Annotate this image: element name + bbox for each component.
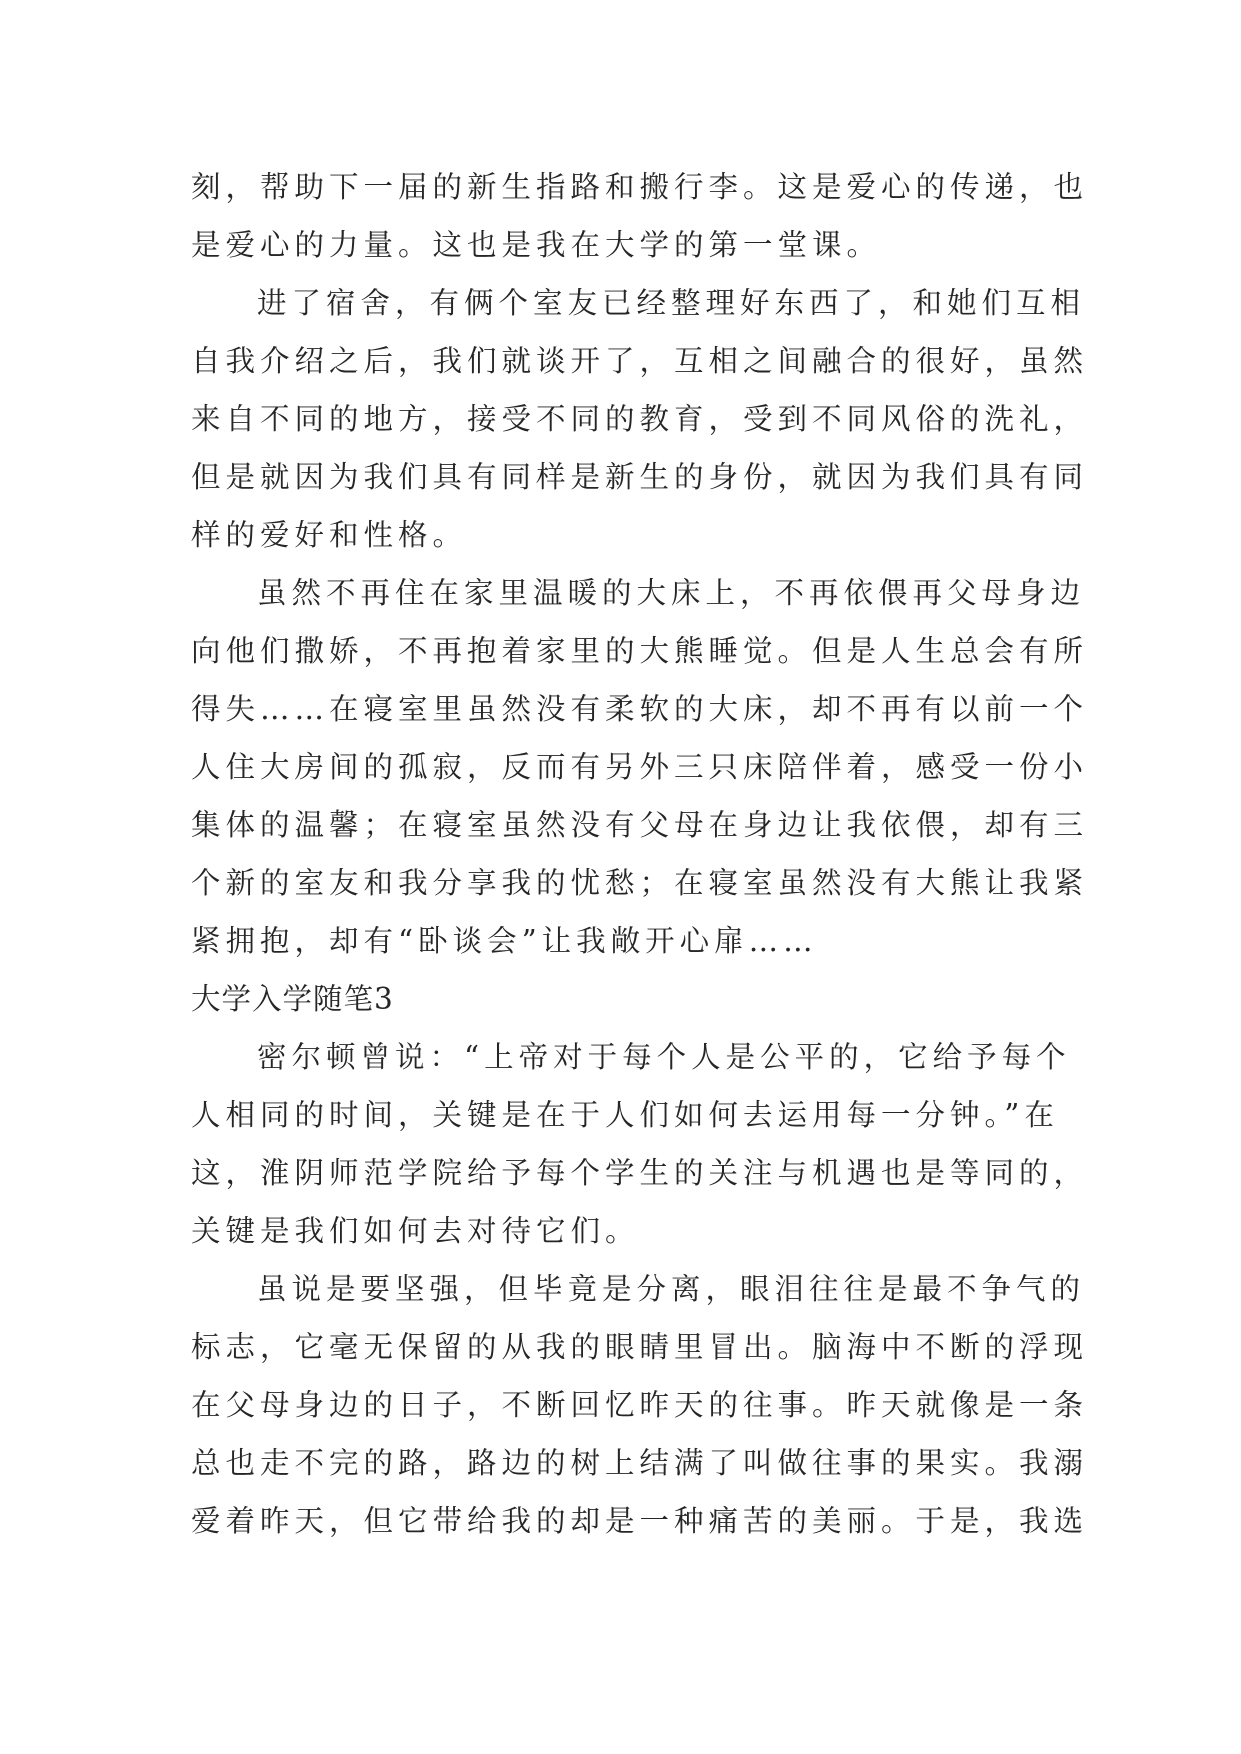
text-line: 人住大房间的孤寂，反而有另外三只床陪伴着，感受一份小	[191, 750, 1089, 784]
text-line: 样的爱好和性格。	[191, 518, 468, 552]
text-line: 总也走不完的路，路边的树上结满了叫做往事的果实。我溺	[191, 1446, 1089, 1480]
paragraph	[191, 274, 1089, 564]
paragraph	[191, 1028, 1089, 1260]
text-line: 自我介绍之后，我们就谈开了，互相之间融合的很好，虽然	[191, 344, 1089, 378]
text-line: 密尔顿曾说：“上帝对于每个人是公平的，它给予每个	[257, 1040, 1071, 1074]
text-line: 刻，帮助下一届的新生指路和搬行李。这是爱心的传递，也	[191, 170, 1089, 204]
text-line: 标志，它毫无保留的从我的眼睛里冒出。脑海中不断的浮现	[191, 1330, 1089, 1364]
paragraph	[191, 564, 1089, 970]
text-line: 紧拥抱，却有“卧谈会”让我敞开心扉……	[191, 924, 818, 958]
text-line: 人相同的时间，关键是在于人们如何去运用每一分钟。”在	[191, 1098, 1059, 1132]
text-line: 但是就因为我们具有同样是新生的身份，就因为我们具有同	[191, 460, 1089, 494]
paragraph	[191, 1260, 1089, 1550]
text-line: 集体的温馨；在寝室虽然没有父母在身边让我依偎，却有三	[191, 808, 1089, 842]
text-line: 在父母身边的日子，不断回忆昨天的往事。昨天就像是一条	[191, 1388, 1089, 1422]
text-line: 这，淮阴师范学院给予每个学生的关注与机遇也是等同的，	[191, 1156, 1089, 1190]
text-line: 得失……在寝室里虽然没有柔软的大床，却不再有以前一个	[191, 692, 1089, 726]
text-line: 关键是我们如何去对待它们。	[191, 1214, 640, 1248]
text-line: 虽说是要坚强，但毕竟是分离，眼泪往往是最不争气的	[257, 1272, 1086, 1306]
text-line: 来自不同的地方，接受不同的教育，受到不同风俗的洗礼，	[191, 402, 1089, 436]
text-line: 进了宿舍，有俩个室友已经整理好东西了，和她们互相	[257, 286, 1086, 320]
text-line: 是爱心的力量。这也是我在大学的第一堂课。	[191, 228, 882, 262]
text-line: 爱着昨天，但它带给我的却是一种痛苦的美丽。于是，我选	[191, 1504, 1089, 1538]
text-line: 个新的室友和我分享我的忧愁；在寝室虽然没有大熊让我紧	[191, 866, 1089, 900]
text-line: 向他们撒娇，不再抱着家里的大熊睡觉。但是人生总会有所	[191, 634, 1089, 668]
paragraph	[191, 158, 1089, 274]
text-line: 虽然不再住在家里温暖的大床上，不再依偎再父母身边	[257, 576, 1086, 610]
section-heading: 大学入学随笔3	[191, 982, 394, 1016]
document-body	[191, 158, 1089, 1550]
